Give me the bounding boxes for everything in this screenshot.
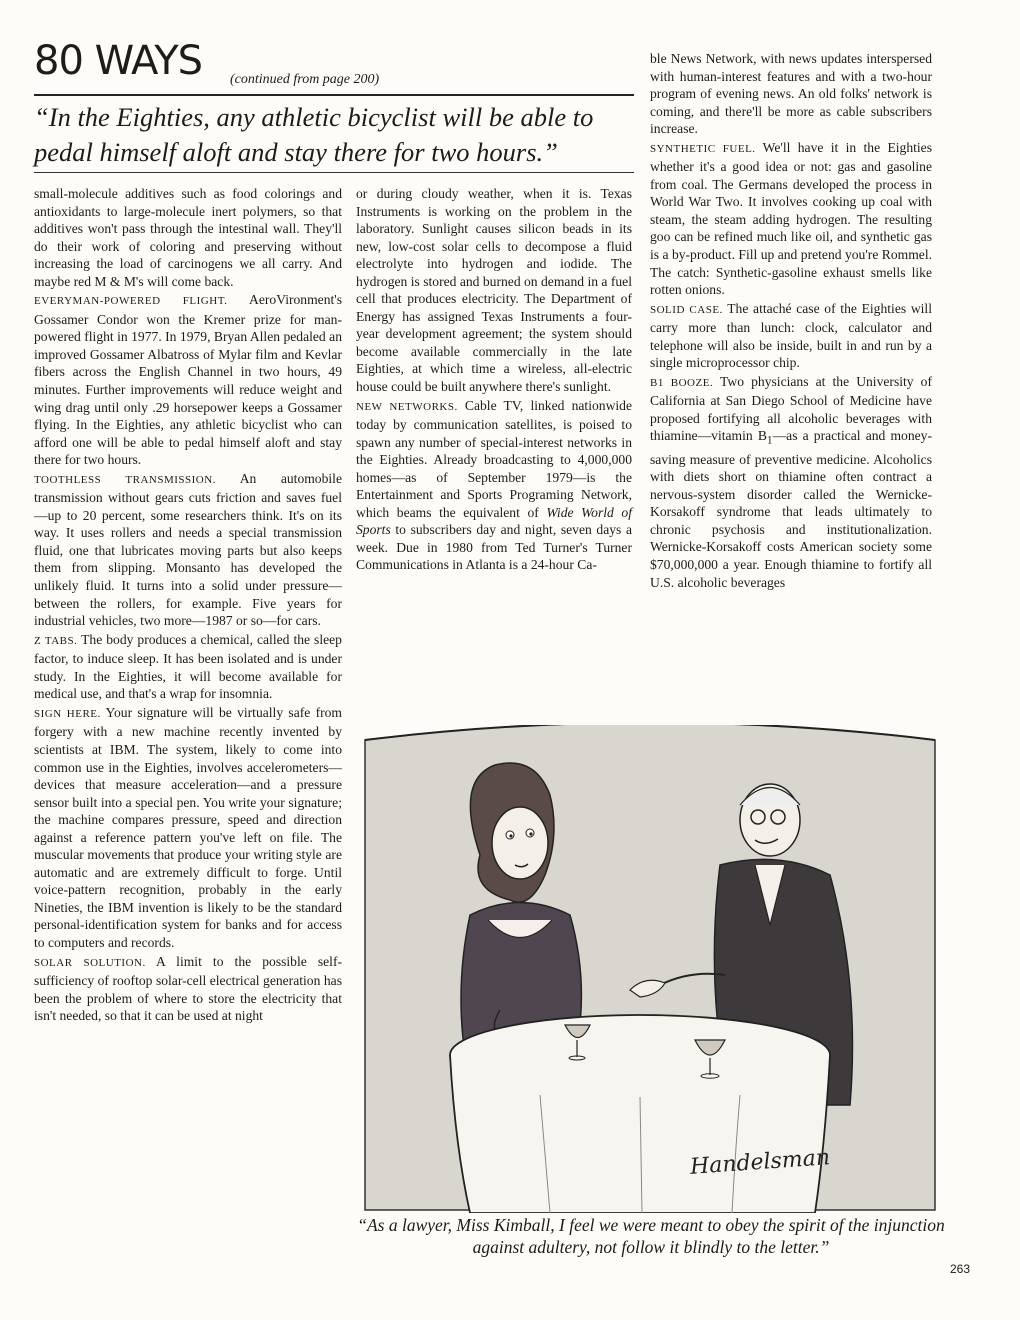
column-3 xyxy=(650,50,932,591)
page-number: 263 xyxy=(950,1262,971,1276)
subhead: Z TABS. xyxy=(34,634,78,647)
italic-title: Wide World of Sports xyxy=(356,504,632,538)
subhead: EVERYMAN-POWERED FLIGHT. xyxy=(34,295,228,308)
paragraph: SIGN HERE. Your signature will be virtually safe from forgery with a new machine recently invented by scientists at IBM. The system, likely to come into common use in the Eighties, involves accelerometers—devices that measure acceleration—and a pressure sensor built into a special pen. You write your signature; the machine compares pressure, speed and direction against a reference pattern you've left on file. The muscular movements that produce your writing style are automatic and are extremely difficult to forge. Until voice-pattern recognition, probably in the early Nineties, the IBM invention is likely to be the standard personal-identification system for banks and for access to computers and records. xyxy=(34,704,342,950)
paragraph: SYNTHETIC FUEL. We'll have it in the Eighties whether it's a good idea or not: gas and gasoline from coal. The Germans developed the process in World War Two. It involves cooking up coal with steam, the steam adding hydrogen. The resulting goo can be refined much like oil, and synthetic gas is a by-product. Fill up and pretend you're Rommel. The catch: Synthetic-gasoline exhaust smells like rotten onions. xyxy=(650,139,933,298)
paragraph: NEW NETWORKS. Cable TV, linked nationwide today by communication satellites, is poised to spawn any number of special-interest networks in the Eighties. Already broadcasting to 4,000,000 homes—as of September 1979—is the Entertainment and Sports Programing Network, which beams the equivalent of Wide World of Sports to subscribers day and night, seven days a week. Due in 1980 from Ted Turner's Turner Communications in Atlanta is a 24-hour Ca- xyxy=(356,397,632,573)
subhead: B1 BOOZE. xyxy=(650,376,714,389)
pull-quote: “In the Eighties, any athletic bicyclist will be able to pedal himself aloft and stay there for two hours.” xyxy=(34,102,594,167)
paragraph: or during cloudy weather, when it is. Texas Instruments is working on the problem in the laboratory. Sunlight causes silicon beads in its new, low-cost solar cells to decompose a fluid electrolyte into hydrogen and iodide. The hydrogen is stored and burned on demand in a fuel cell that produces electricity. The Department of Energy has assigned Texas Instruments a four-year development agreement; the system should become available commercially in the late Eighties, at which time a wireless, all-electric house could be built anywhere there's sunlight. xyxy=(356,186,632,395)
pull-quote-rule xyxy=(34,172,634,173)
paragraph: B1 BOOZE. Two physicians at the University of California at San Diego School of Medicine have proposed fortifying all alcoholic beverages with thiamine—vitamin $B_1—as$ a practical and money-saving measure of preventive medicine. Alcoholics with diets short on thiamine often contract a nervous-system disorder called the Wernicke-Korsakoff syndrome that leads ultimately to chronic psychosis and institutionalization. Wernicke-Korsakoff costs American society some $70,000,000 a year. Enough thiamine to fortify all U.S. alcoholic beverages xyxy=(650,373,932,590)
logo-text: 80 WAYS xyxy=(34,38,203,84)
paragraph: EVERYMAN-POWERED FLIGHT. AeroVironment's Gossamer Condor won the Kremer prize for man-powered flight in 1977. In 1979, Bryan Allen pedaled an improved Gossamer Albatross of Mylar film and Kevlar fibers across the English Channel in two hours, 49 minutes. Further improvements will reduce weight and wing drag until only .29 horsepower keeps a Gossamer flying. In the Eighties, any athletic bicyclist who can afford one will be able to pedal himself aloft and stay there for two hours. xyxy=(34,292,343,468)
paragraph: SOLAR SOLUTION. A limit to the possible self-sufficiency of rooftop solar-cell electrical generation has been the problem of where to store the electricity that isn't needed, so that it can be used at night xyxy=(34,953,343,1024)
subhead: TOOTHLESS TRANSMISSION. xyxy=(34,473,216,486)
column-1 xyxy=(34,185,342,1025)
tablecloth xyxy=(450,1055,830,1213)
cartoon-caption: “As a lawyer, Miss Kimball, I feel we were meant to obey the spirit of the injunction against adultery, not follow it blindly to the letter.” xyxy=(357,1215,945,1257)
paragraph: SOLID CASE. The attaché case of the Eighties will carry more than lunch: clock, calculator and telephone will also be inside, built in and run by a single microprocessor chip. xyxy=(650,300,932,371)
column-2 xyxy=(356,185,632,574)
continued-note: (continued from page 200) xyxy=(230,72,380,87)
cartoon-illustration xyxy=(360,725,940,1213)
paragraph: TOOTHLESS TRANSMISSION. An automobile transmission without gears cuts friction and saves fuel—up to 20 percent, some researchers think. It's on its way. It uses rollers and needs a special transmission fluid, one that lubricates moving parts but also keeps them from slipping. Monsanto has developed the unlikely fluid. It turns into a solid under pressure—between the rollers, for example. Five years for industrial vehicles, two more—1987 or so—for cars. xyxy=(34,470,342,629)
header-rule xyxy=(34,94,634,96)
cartoon-signature: Handelsman xyxy=(689,1145,831,1180)
subhead: SOLID CASE. xyxy=(650,303,723,316)
subhead: SIGN HERE. xyxy=(34,707,101,720)
subhead: NEW NETWORKS. xyxy=(356,400,458,413)
woman-face xyxy=(492,807,548,879)
paragraph: small-molecule additives such as food colorings and antioxidants to large-molecule inert polymers, so that additives won't pass through the intestinal wall. They'll do their work of coloring and preserving without increasing the load of carcinogens we all carry. And maybe red M & M's will come back. xyxy=(34,186,342,289)
section-logo xyxy=(34,38,202,84)
paragraph: Z TABS. The body produces a chemical, called the sleep factor, to induce sleep. It has been isolated and is under study. In the Eighties, it will become available for medical use, and that's a wrap for insomnia. xyxy=(34,631,342,702)
subhead: SOLAR SOLUTION. xyxy=(34,956,146,969)
subhead: SYNTHETIC FUEL. xyxy=(650,142,756,155)
paragraph: ble News Network, with news updates interspersed with human-interest features and with a two-hour program of evening news. An old folks' network is coming, and there'll be more as cable subscribers increase. xyxy=(650,51,932,137)
